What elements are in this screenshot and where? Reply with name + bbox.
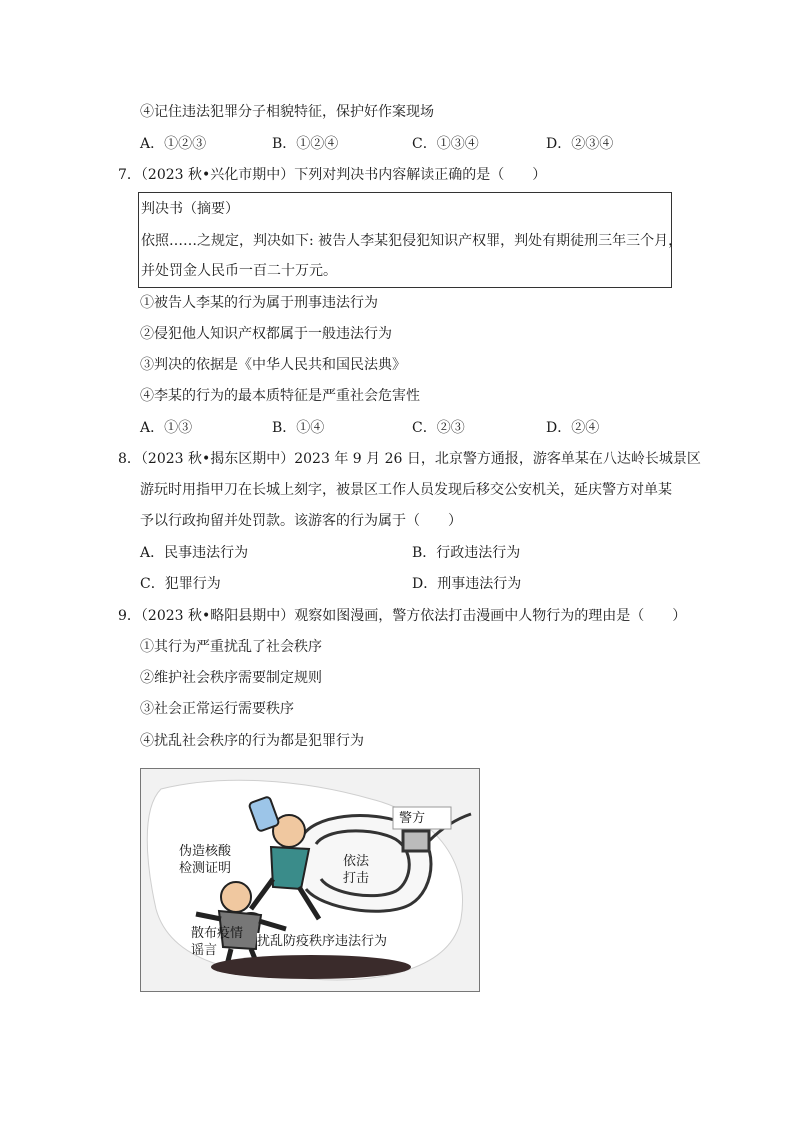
- q8-option-a: A．民事违法行为: [140, 545, 249, 561]
- q8-stem-line-1: 8．（2023 秋•揭东区期中）2023 年 9 月 26 日，北京警方通报，游客单某在八达岭长城景区: [118, 451, 701, 467]
- judgment-title: 判决书（摘要）: [141, 201, 239, 217]
- q8-option-d: D．刑事违法行为: [412, 576, 522, 592]
- label-disrupt: 扰乱防疫秩序违法行为: [257, 934, 388, 949]
- q7-item-3: ③判决的依据是《中华人民共和国民法典》: [140, 357, 406, 373]
- q7-option-c: C．②③: [412, 420, 465, 436]
- label-forge-line-1: 伪造核酸: [179, 844, 232, 859]
- q6-option-d: D．②③④: [546, 136, 614, 152]
- label-police: 警方: [399, 811, 426, 826]
- q7-option-a: A．①③: [140, 420, 193, 436]
- judgment-box: [138, 192, 683, 288]
- label-strike-line-1: 依法: [343, 854, 370, 869]
- judgment-line-1: 依照……之规定，判决如下: 被告人李某犯侵犯知识产权罪，判处有期徒刑三年三个月，: [141, 233, 683, 249]
- q9-item-4: ④扰乱社会秩序的行为都是犯罪行为: [140, 733, 364, 749]
- q7-item-2: ②侵犯他人知识产权都属于一般违法行为: [140, 326, 392, 342]
- q9-stem: 9．（2023 秋•略阳县期中）观察如图漫画，警方依法打击漫画中人物行为的理由是（ ）: [118, 608, 687, 624]
- q6-option-a: A．①②③: [140, 136, 207, 152]
- q8-option-b: B．行政违法行为: [412, 545, 521, 561]
- q7-item-1: ①被告人李某的行为属于刑事违法行为: [140, 295, 378, 311]
- q9-item-2: ②维护社会秩序需要制定规则: [140, 670, 322, 686]
- judgment-line-2: 并处罚金人民币一百二十万元。: [141, 263, 337, 279]
- q9-item-1: ①其行为严重扰乱了社会秩序: [140, 639, 322, 655]
- q7-option-b: B．①④: [272, 420, 325, 436]
- label-rumor-line-2: 谣言: [191, 943, 218, 958]
- q8-stem-line-3: 予以行政拘留并处罚款。该游客的行为属于（ ）: [140, 513, 462, 529]
- q7-stem: 7．（2023 秋•兴化市期中）下列对判决书内容解读正确的是（ ）: [118, 167, 547, 183]
- q6-option-b: B．①②④: [272, 136, 339, 152]
- q6-option-c: C．①③④: [412, 136, 479, 152]
- q8-option-c: C．犯罪行为: [140, 576, 221, 592]
- label-rumor-line-1: 散布疫情: [191, 926, 244, 941]
- q9-item-3: ③社会正常运行需要秩序: [140, 701, 294, 717]
- cartoon-image: [140, 768, 480, 992]
- q6-item-4: ④记住违法犯罪分子相貌特征，保护好作案现场: [140, 104, 434, 120]
- label-forge-line-2: 检测证明: [179, 861, 232, 876]
- label-strike-line-2: 打击: [343, 871, 370, 886]
- q7-item-4: ④李某的行为的最本质特征是严重社会危害性: [140, 388, 420, 404]
- q7-option-d: D．②④: [546, 420, 600, 436]
- q8-stem-line-2: 游玩时用指甲刀在长城上刻字，被景区工作人员发现后移交公安机关，延庆警方对单某: [140, 482, 672, 498]
